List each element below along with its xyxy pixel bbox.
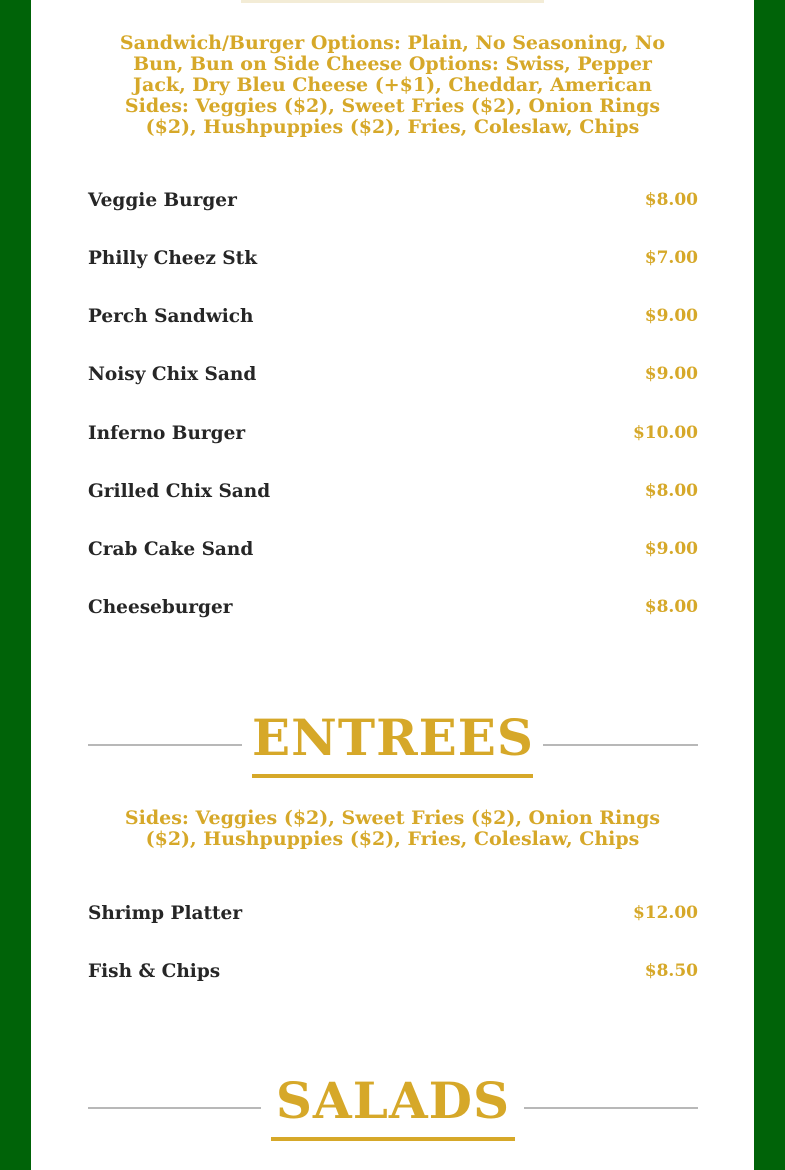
sandwich-options-note: [71, 33, 714, 138]
item-name: Perch Sandwich: [88, 305, 254, 327]
item-name: Veggie Burger: [88, 189, 237, 211]
item-price: $10.00: [632, 423, 698, 443]
note-line: ($2), Hushpuppies ($2), Fries, Coleslaw, Chips: [145, 116, 640, 138]
menu-item: [88, 900, 698, 926]
item-name: Inferno Burger: [88, 422, 246, 444]
section-title: SALADS: [275, 1071, 511, 1130]
note-line: Sandwich/Burger Options: Plain, No Seasoning, No: [119, 32, 666, 54]
note-line: Bun, Bun on Side Cheese Options: Swiss, Pepper: [133, 53, 652, 75]
note-line: Sides: Veggies ($2), Sweet Fries ($2), Onion Rings: [124, 807, 661, 829]
item-price: $9.00: [644, 539, 698, 559]
item-price: $9.00: [644, 364, 698, 384]
item-price: $9.00: [644, 306, 698, 326]
entrees-heading: [88, 710, 698, 790]
item-name: Grilled Chix Sand: [88, 480, 271, 502]
top-divider: [241, 0, 544, 3]
note-line: Jack, Dry Bleu Cheese (+$1), Cheddar, American: [133, 74, 652, 96]
item-price: $8.00: [644, 190, 698, 210]
item-name: Noisy Chix Sand: [88, 363, 257, 385]
item-name: Shrimp Platter: [88, 902, 243, 924]
menu-sheet: [31, 0, 754, 1170]
menu-item: [88, 478, 698, 504]
menu-item: [88, 420, 698, 446]
menu-item: [88, 536, 698, 562]
section-title: ENTREES: [252, 708, 534, 767]
item-price: $7.00: [644, 248, 698, 268]
item-name: Cheeseburger: [88, 596, 233, 618]
menu-item: [88, 361, 698, 387]
menu-item: [88, 303, 698, 329]
entrees-sides-note: [71, 808, 714, 850]
salads-heading: [88, 1073, 698, 1153]
item-name: Philly Cheez Stk: [88, 247, 258, 269]
menu-item: [88, 245, 698, 271]
item-price: $8.50: [644, 961, 698, 981]
note-line: Sides: Veggies ($2), Sweet Fries ($2), Onion Rings: [124, 95, 661, 117]
note-line: ($2), Hushpuppies ($2), Fries, Coleslaw, Chips: [145, 828, 640, 850]
menu-item: [88, 958, 698, 984]
item-price: $8.00: [644, 597, 698, 617]
item-price: $12.00: [632, 903, 698, 923]
menu-item: [88, 187, 698, 213]
item-price: $8.00: [644, 481, 698, 501]
title-underline: [271, 1137, 515, 1141]
item-name: Fish & Chips: [88, 960, 221, 982]
item-name: Crab Cake Sand: [88, 538, 254, 560]
menu-item: [88, 594, 698, 620]
title-underline: [252, 774, 533, 778]
